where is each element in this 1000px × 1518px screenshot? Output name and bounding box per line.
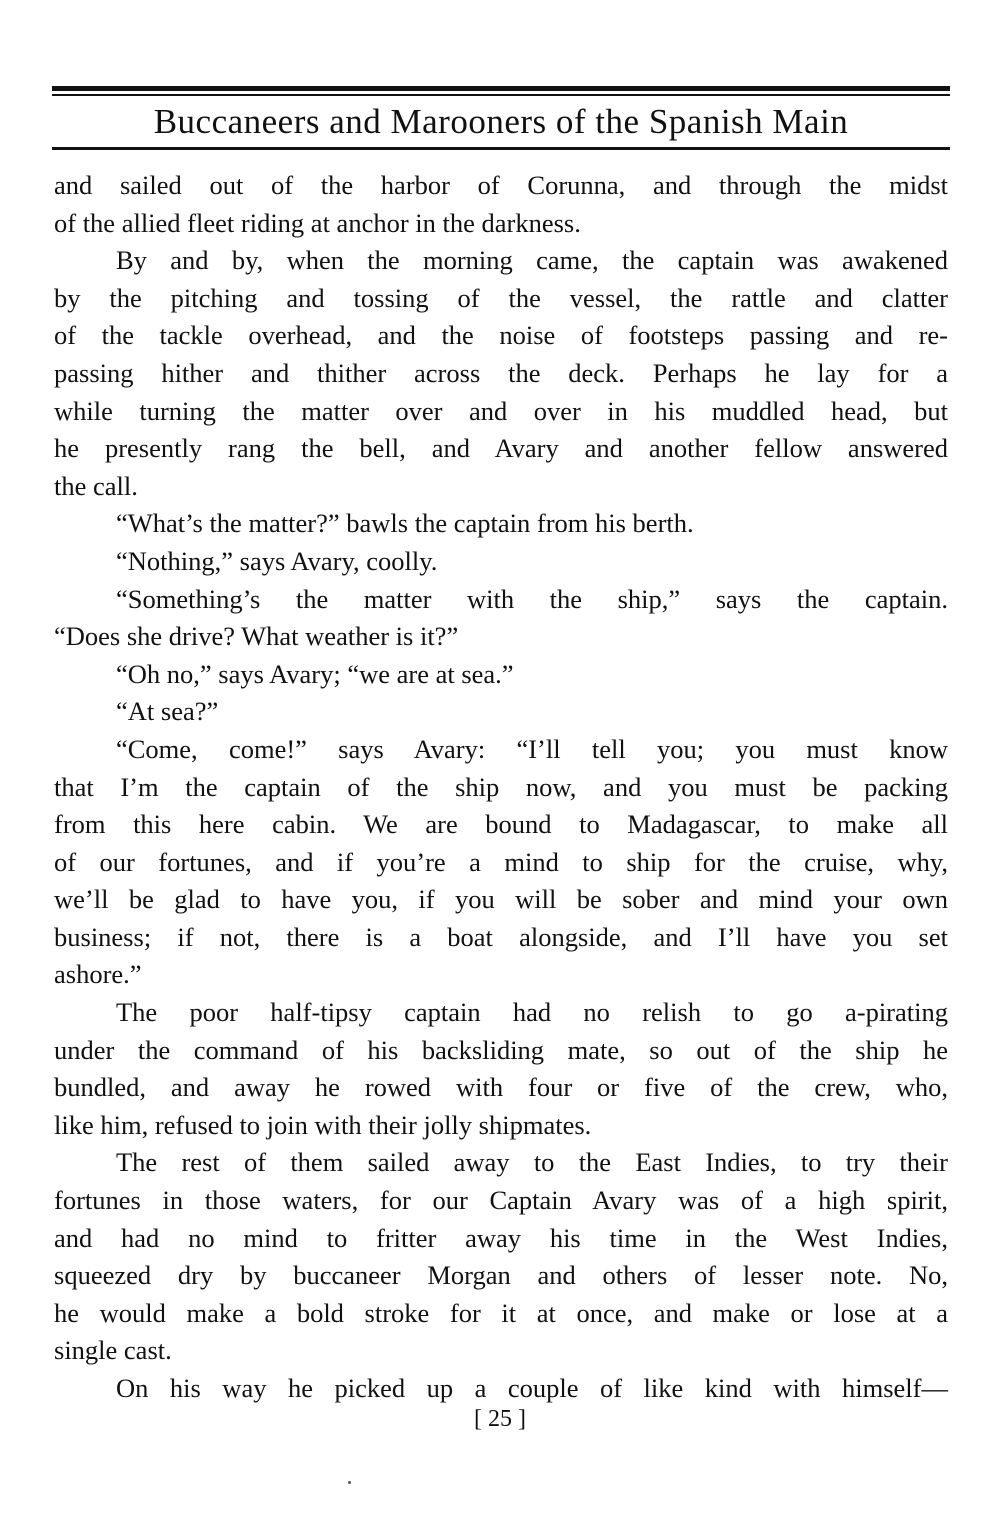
header-rule-thick: [52, 86, 950, 91]
text-line: squeezed dry by buccaneer Morgan and others of lesser note. No,: [54, 1260, 948, 1291]
text-line: “What’s the matter?” bawls the captain from his berth.: [116, 508, 694, 539]
text-line: passing hither and thither across the deck. Perhaps he lay for a: [54, 357, 948, 388]
running-title-underline: [52, 147, 950, 150]
body-text: [54, 167, 948, 1408]
text-line: The poor half-tipsy captain had no relish to go a-pirating: [116, 997, 948, 1028]
text-line: “Does she drive? What weather is it?”: [54, 621, 459, 652]
text-line: ashore.”: [54, 959, 142, 990]
text-line: “Come, come!” says Avary: “I’ll tell you; you must know: [116, 733, 948, 764]
text-line: and had no mind to fritter away his time in the West Indies,: [54, 1222, 948, 1253]
text-line: under the command of his backsliding mate, so out of the ship he: [54, 1034, 948, 1065]
running-title: Buccaneers and Marooners of the Spanish Main: [153, 102, 849, 141]
text-line: On his way he picked up a couple of like kind with himself—: [116, 1373, 948, 1403]
text-line: “Something’s the matter with the ship,” says the captain.: [116, 583, 948, 614]
text-line: “Nothing,” says Avary, coolly.: [116, 545, 438, 576]
text-line: he would make a bold stroke for it at once, and make or lose at a: [54, 1297, 948, 1328]
text-line: single cast.: [54, 1335, 172, 1366]
page-number: [ 25 ]: [474, 1406, 526, 1432]
text-line: fortunes in those waters, for our Captain Avary was of a high spirit,: [54, 1185, 948, 1216]
text-line: that I’m the captain of the ship now, and you must be packing: [54, 771, 948, 802]
text-line: he presently rang the bell, and Avary and another fellow answered: [54, 433, 948, 464]
text-line: like him, refused to join with their jolly shipmates.: [54, 1109, 592, 1140]
text-line: “At sea?”: [116, 696, 219, 727]
text-line: By and by, when the morning came, the captain was awakened: [116, 245, 948, 276]
text-line: from this here cabin. We are bound to Madagascar, to make all: [54, 809, 948, 840]
text-line: while turning the matter over and over in his muddled head, but: [54, 395, 948, 426]
text-line: of our fortunes, and if you’re a mind to ship for the cruise, why,: [54, 846, 948, 877]
text-line: of the allied fleet riding at anchor in the darkness.: [54, 207, 581, 238]
text-line: and sailed out of the harbor of Corunna, and through the midst: [54, 170, 948, 200]
text-line: business; if not, there is a boat alongside, and I’ll have you set: [54, 921, 948, 952]
text-line: The rest of them sailed away to the East Indies, to try their: [116, 1147, 948, 1178]
text-line: of the tackle overhead, and the noise of footsteps passing and re-: [54, 320, 948, 351]
text-line: we’ll be glad to have you, if you will be sober and mind your own: [54, 884, 948, 915]
header-rule-thin: [52, 94, 950, 96]
text-line: “Oh no,” says Avary; “we are at sea.”: [116, 658, 514, 689]
text-line: bundled, and away he rowed with four or five of the crew, who,: [54, 1072, 948, 1103]
print-speck: [348, 1481, 351, 1484]
text-line: the call.: [54, 470, 138, 501]
text-line: by the pitching and tossing of the vessel, the rattle and clatter: [54, 282, 948, 313]
